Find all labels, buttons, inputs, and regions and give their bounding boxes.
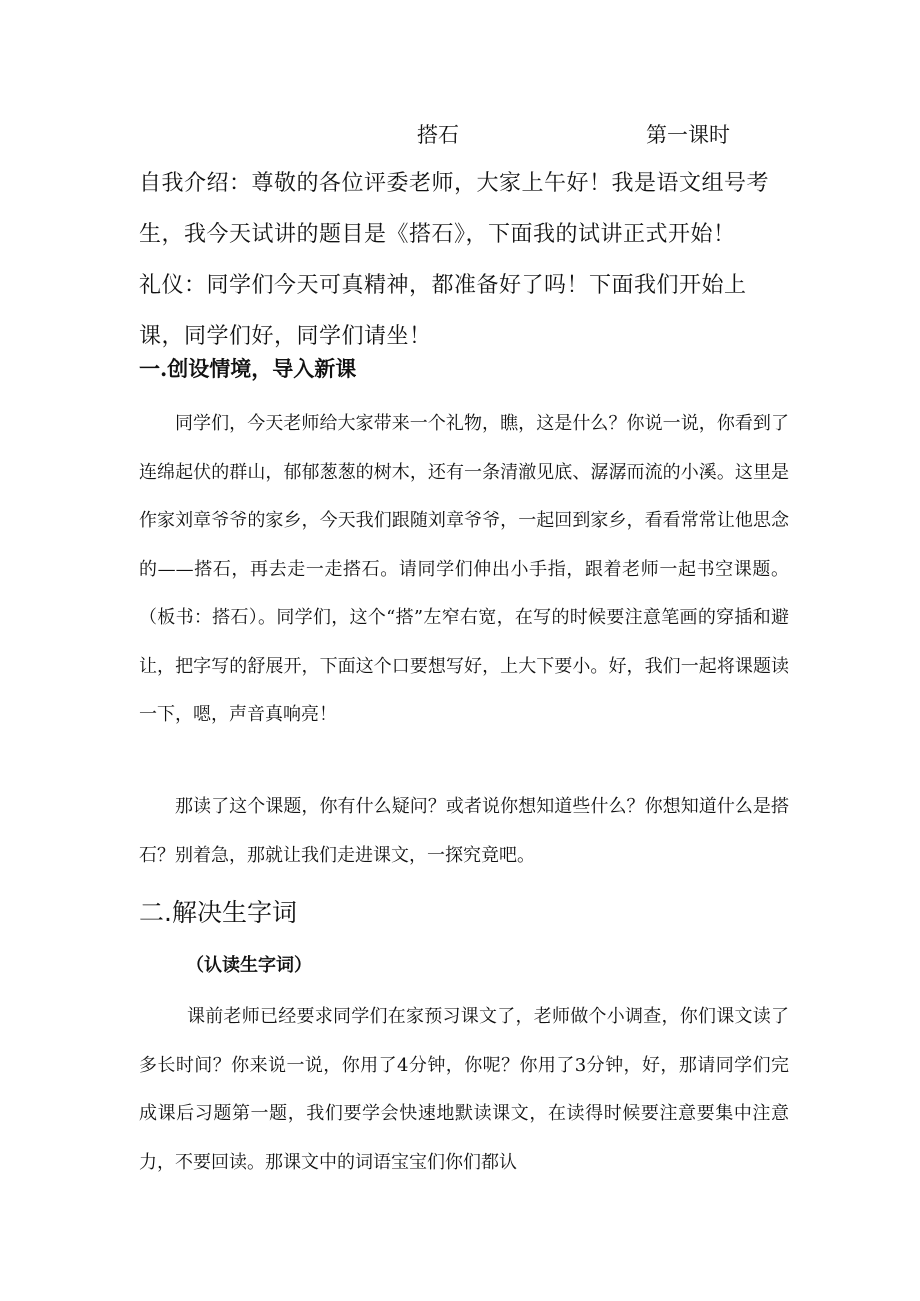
section-heading-2: 二.解决生字词: [139, 898, 297, 927]
lesson-title: 搭石: [417, 123, 459, 147]
self-introduction: 自我介绍：尊敬的各位评委老师，大家上午好！我是语文组号考生，我今天试讲的题目是《搭石》，下面我的试讲正式开始！: [139, 171, 770, 247]
etiquette-paragraph: 礼仪：同学们今天可真精神，都准备好了吗！下面我们开始上课，同学们好，同学们请坐！: [139, 273, 747, 349]
lesson-period: 第一课时: [646, 123, 730, 147]
section-heading-1: 一.创设情境，导入新课: [139, 356, 357, 381]
section-1-paragraph-1: 同学们，今天老师给大家带来一个礼物，瞧，这是什么？你说一说，你看到了连绵起伏的群山，郁郁葱葱的树木，还有一条清澈见底、潺潺而流的小溪。这里是作家刘章爷爷的家乡，今天我们跟随刘章爷爷，一起回到家乡，看看常常让他思念的——搭石，再去走一走搭石。请同学们伸出小手指，跟着老师一起书空课题。（板书：搭石）。同学们，这个“搭”左窄右宽，在写的时候要注意笔画的穿插和避让，把字写的舒展开，下面这个口要想写好，上大下要小。好，我们一起将课题读一下，嗯，声音真响亮！: [139, 413, 789, 725]
section-2-paragraph-1: 课前老师已经要求同学们在家预习课文了，老师做个小调查，你们课文读了多长时间？你来说一说，你用了4分钟，你呢？你用了3分钟，好，那请同学们完成课后习题第一题，我们要学会快速地默读课文，在读得时候要注意要集中注意力，不要回读。那课文中的词语宝宝们你们都认: [139, 1006, 789, 1173]
section-1-paragraph-2: 那读了这个课题，你有什么疑问？或者说你想知道些什么？你想知道什么是搭石？别着急，那就让我们走进课文，一探究竟吧。: [139, 796, 789, 866]
section-2-subheading: （认读生字词）: [186, 955, 312, 976]
title-line: [0, 113, 920, 153]
